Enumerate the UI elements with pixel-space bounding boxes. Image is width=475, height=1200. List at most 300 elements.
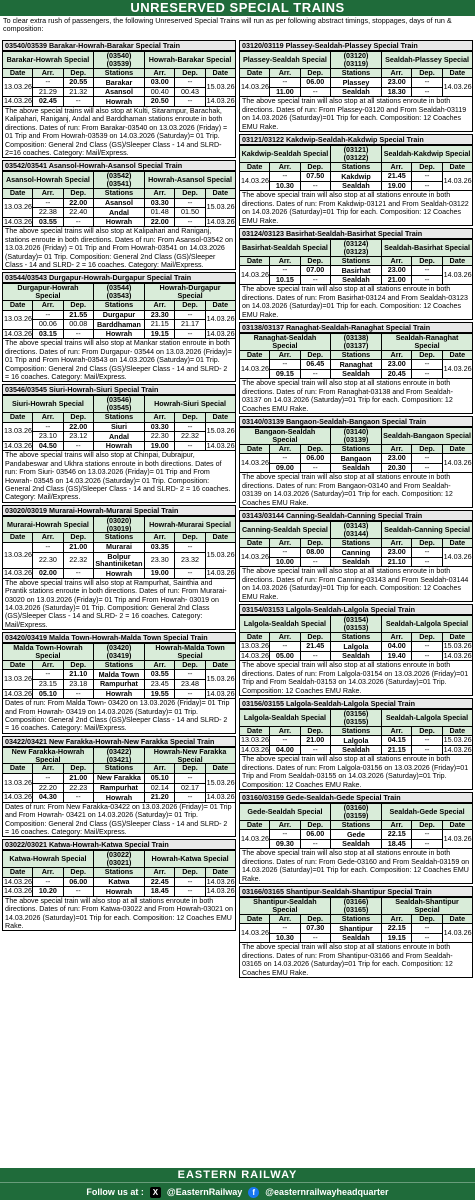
time-cell: 23.00 [382, 548, 412, 558]
train-note: The above special train will also stop at all stations enroute in both directions. Dates of run: From Ranaghat-03138 and From Sealdah-03137 on 14.03.2026 (Saturday)=01 Trip for each. Composition: 12 Coaches EMU Rake. [239, 379, 473, 414]
arr-header: Arr. [382, 162, 412, 172]
train-numbers-header: (03546)(03545) [93, 396, 144, 413]
station-cell: Sealdah [330, 745, 381, 755]
time-cell: 03.35 [145, 543, 175, 553]
date-cell: 14.03.26 [206, 568, 235, 578]
station-cell: Barakar [93, 78, 144, 88]
time-cell: 22.30 [33, 552, 63, 569]
table-row [240, 266, 473, 276]
time-cell: 06.00 [300, 78, 330, 88]
date-header: Date [205, 413, 235, 423]
train-numbers-header: (03121)(03122) [330, 146, 381, 163]
train-block [239, 134, 473, 226]
time-cell: -- [175, 877, 205, 887]
date-cell: 14.03.26 [240, 172, 270, 191]
train-block [2, 839, 236, 931]
arr-header: Arr. [270, 68, 300, 78]
date-header: Date [442, 820, 472, 830]
timetable [2, 747, 236, 803]
time-cell: 03.30 [145, 422, 175, 432]
table-row [3, 432, 236, 442]
time-cell: 21.45 [382, 172, 412, 182]
train-title: 03143/03144 Canning-Sealdah-Canning Special Train [239, 510, 473, 521]
date-cell: 14.03.26 [442, 78, 472, 97]
time-cell: -- [63, 329, 93, 339]
date-cell: 15.03.26 [443, 641, 472, 651]
time-cell: 03.55 [33, 217, 63, 227]
train-title: 03540/03539 Barakar-Howrah-Barakar Special Train [2, 40, 236, 51]
time-cell: 07.50 [300, 172, 330, 182]
station-cell: Howrah [93, 689, 144, 699]
outbound-header: Siuri-Howrah Special [3, 396, 94, 413]
time-cell: 21.15 [145, 320, 175, 330]
time-cell: -- [412, 924, 442, 934]
train-block [2, 632, 236, 734]
station-cell: Bangaon [330, 454, 381, 464]
train-title: 03160/03159 Gede-Sealdah-Gede Special Train [239, 792, 473, 803]
time-cell: -- [63, 887, 93, 897]
time-cell: 22.15 [382, 830, 412, 840]
date-header: Date [442, 256, 472, 266]
time-cell: 07.00 [300, 266, 330, 276]
time-cell: 22.23 [63, 783, 93, 793]
time-cell: 23.30 [145, 310, 175, 320]
date-cell: 14.03.26 [206, 689, 235, 698]
time-cell: 22.15 [382, 924, 412, 934]
station-cell: Sealdah [330, 839, 381, 849]
stations-header: Stations [93, 413, 144, 423]
time-cell: 22.00 [63, 198, 93, 208]
return-header: Howrah-Durgapur Special [145, 284, 236, 301]
stations-header: Stations [330, 68, 381, 78]
time-cell: 10.15 [270, 275, 300, 285]
timetable [239, 897, 473, 943]
arr-header: Arr. [382, 256, 412, 266]
date-header: Date [205, 764, 235, 774]
time-cell: -- [175, 97, 205, 107]
time-cell: -- [412, 642, 442, 652]
train-note: The above special trains will also stop at Kalipahari and Raniganj, stations enroute in both directions. Dates of run: From Asansol-03542 on 13.03.2026 (Friday) = 01 Trip and From Howrah-03541 on 14.03.2026 (Saturday)= 01 Trip. Composition: General 2nd Class (GS)/Sleeper Class - 14 and SLRD- 2 = 16 coaches. Category: Mail/Express. [2, 227, 236, 270]
station-cell: Sealdah [330, 651, 381, 661]
date-cell: 14.03.26 [4, 792, 32, 802]
time-cell: 02.00 [33, 569, 63, 579]
arr-header: Arr. [33, 660, 63, 670]
timetable [239, 239, 473, 285]
outbound-header: Basirhat-Sealdah Special [240, 240, 331, 257]
date-cell: 14.03.26 [240, 360, 270, 379]
date-cell: 14.03.26 [442, 454, 472, 473]
timetable [239, 51, 473, 97]
train-block [239, 322, 473, 414]
stations-header: Stations [93, 68, 144, 78]
time-cell: 19.00 [145, 441, 175, 451]
time-cell: -- [270, 830, 300, 840]
left-column [2, 40, 236, 1168]
time-cell: 23.00 [382, 78, 412, 88]
dep-header: Dep. [300, 538, 330, 548]
time-cell: -- [175, 441, 205, 451]
time-cell: -- [270, 172, 300, 182]
timetable [239, 427, 473, 473]
time-cell: 19.40 [382, 651, 412, 661]
time-cell: 05.10 [145, 774, 175, 784]
table-row [3, 97, 236, 107]
table-row [3, 670, 236, 680]
date-cell: 14.03.26 [206, 329, 235, 338]
train-numbers-header: (03138)(03137) [330, 334, 381, 351]
time-cell: -- [412, 181, 442, 191]
time-cell: 03.30 [145, 198, 175, 208]
time-cell: 23.00 [382, 360, 412, 370]
station-cell: Plassey [330, 78, 381, 88]
time-cell: -- [33, 877, 63, 887]
date-cell: 14.03.26 [241, 745, 269, 754]
date-cell: 13.03.26 [3, 774, 33, 793]
dep-header: Dep. [300, 350, 330, 360]
date-header: Date [442, 914, 472, 924]
outbound-header: Gede-Sealdah Special [240, 804, 331, 821]
stations-header: Stations [93, 301, 144, 311]
time-cell: 19.00 [145, 569, 175, 579]
station-cell: Howrah [93, 887, 144, 897]
date-header: Date [442, 68, 472, 78]
station-cell: Lalgola [330, 736, 381, 746]
time-cell: -- [175, 78, 205, 88]
dep-header: Dep. [63, 68, 93, 78]
date-header: Date [240, 350, 270, 360]
outbound-header: Canning-Sealdah Special [240, 522, 331, 539]
return-header: Howrah-Siuri Special [145, 396, 236, 413]
time-cell: 06.45 [300, 360, 330, 370]
arr-header: Arr. [33, 413, 63, 423]
time-cell: 00.40 [145, 87, 175, 97]
date-cell: 14.03.26 [4, 886, 32, 896]
train-block [239, 698, 473, 790]
date-header: Date [442, 726, 472, 736]
time-cell: 00.08 [63, 320, 93, 330]
date-cell: 15.03.26 [205, 543, 235, 569]
date-cell: 15.03.26 [205, 670, 235, 689]
time-cell: 21.00 [300, 736, 330, 746]
station-cell: Sealdah [330, 933, 381, 943]
return-header: Sealdah-Bangaon Special [382, 428, 473, 445]
train-title: 03420/03419 Malda Town-Howrah-Malda Town Special Train [2, 632, 236, 643]
table-row [3, 887, 236, 897]
arr-header: Arr. [382, 726, 412, 736]
timetable [2, 643, 236, 699]
x-handle-link[interactable]: @EasternRailway [166, 1187, 243, 1197]
date-header: Date [205, 189, 235, 199]
date-cell: 14.03.26 [240, 78, 270, 97]
dep-header: Dep. [175, 68, 205, 78]
time-cell: -- [300, 933, 330, 943]
train-note: The above special train will also stop at all stations enroute in both directions. Dates of run: From Shantipur-03166 and From Sealdah-03165 on 14.03.2026 (Saturday)=01 Trip for each. Composition: 12 Coaches EMU Rake. [239, 943, 473, 978]
time-cell: -- [270, 78, 300, 88]
date-header: Date [240, 256, 270, 266]
station-cell: Howrah [93, 217, 144, 227]
outbound-header: Plassey-Sealdah Special [240, 52, 331, 69]
station-cell: Bolpur Shantiniketan [93, 552, 144, 569]
time-cell: -- [412, 463, 442, 473]
table-row [240, 181, 473, 191]
time-cell: -- [175, 887, 205, 897]
time-cell: 04.15 [382, 736, 412, 746]
station-cell: Sealdah [330, 463, 381, 473]
station-cell: Rampurhat [93, 783, 144, 793]
train-title: 03022/03021 Katwa-Howrah-Katwa Special Train [2, 839, 236, 850]
train-title: 03138/03137 Ranaghat-Sealdah-Ranaghat Special Train [239, 322, 473, 333]
time-cell: -- [412, 266, 442, 276]
time-cell: 23.15 [33, 680, 63, 690]
time-cell: 21.00 [63, 774, 93, 784]
arr-header: Arr. [145, 68, 175, 78]
train-numbers-header: (03020)(03019) [93, 516, 144, 533]
time-cell: 00.06 [33, 320, 63, 330]
station-cell: Basirhat [330, 266, 381, 276]
time-cell: 19.15 [145, 329, 175, 339]
time-cell: 19.55 [145, 689, 175, 699]
time-cell: -- [175, 217, 205, 227]
outbound-header: Durgapur-Howrah Special [3, 284, 94, 301]
station-cell: Durgapur [93, 310, 144, 320]
dep-header: Dep. [63, 189, 93, 199]
time-cell: 21.15 [382, 745, 412, 755]
time-cell: 04.00 [382, 642, 412, 652]
train-note: The above special trains will also stop at Kulti, Sitarampur, Barachak, Kalipahari, Raniganj, Andal and Barddhaman stations enroute in both directions. Dates of run: From Barakar-03540 on 13.03.2026 (Friday) = 01 Trip and From Howrah-03539 on 14.03.2026 (Saturday)= 01 Trip. Composition: General 2nd Class (GS)/Sleeper Class - 14 and SLRD- 2=16 coaches. Category: Mail/Express. [2, 107, 236, 158]
date-cell: 14.03.26 [443, 745, 472, 754]
date-header: Date [442, 632, 472, 642]
date-cell: 14.03.26 [205, 310, 235, 329]
date-cell: 14.03.26 [240, 454, 270, 473]
train-numbers-header: (03022)(03021) [93, 851, 144, 868]
date-cell: 14.03.26 [241, 651, 269, 660]
time-cell: 11.00 [270, 87, 300, 97]
station-cell: Rampurhat [93, 680, 144, 690]
footer [0, 1168, 475, 1200]
date-cell: 14.03.26 [206, 792, 235, 802]
dep-header: Dep. [175, 533, 205, 543]
table-row [240, 454, 473, 464]
time-cell: -- [63, 689, 93, 699]
time-cell: 01.50 [175, 208, 205, 218]
time-cell: 18.30 [382, 87, 412, 97]
date-cell: 14.03.26 [4, 96, 32, 106]
arr-header: Arr. [270, 162, 300, 172]
time-cell: -- [412, 745, 442, 755]
time-cell: -- [300, 181, 330, 191]
facebook-handle-link[interactable]: @easternrailwayheadquarter [265, 1187, 389, 1197]
return-header: Sealdah-Basirhat Special [382, 240, 473, 257]
stations-header: Stations [330, 256, 381, 266]
station-cell: Asansol [93, 87, 144, 97]
time-cell: -- [412, 275, 442, 285]
stations-header: Stations [330, 538, 381, 548]
station-cell: Howrah [93, 97, 144, 107]
date-header: Date [240, 820, 270, 830]
station-cell: Howrah [93, 793, 144, 803]
timetable [239, 521, 473, 567]
return-header: Howrah-Katwa Special [145, 851, 236, 868]
railway-name: EASTERN RAILWAY [0, 1168, 475, 1183]
x-icon[interactable]: X [150, 1187, 161, 1198]
stations-header: Stations [93, 189, 144, 199]
arr-header: Arr. [382, 632, 412, 642]
time-cell: -- [300, 463, 330, 473]
timetable [2, 171, 236, 227]
table-row [240, 360, 473, 370]
dep-header: Dep. [412, 820, 442, 830]
station-cell: Gede [330, 830, 381, 840]
facebook-icon[interactable]: f [248, 1187, 259, 1198]
date-cell: 14.03.26 [240, 924, 270, 943]
station-cell: Sealdah [330, 275, 381, 285]
table-row [3, 680, 236, 690]
time-cell: 19.15 [382, 933, 412, 943]
table-row [240, 78, 473, 88]
train-note: The above special trains will also stop at Mankar station enroute in both directions. Dates of run: From Durgapur- 03544 on 13.03.2026 (Friday)= 01 Trip and From Howrah-03543 on 14.03.2026 (Saturday)= 01 Trip. Composition: General 2nd Class (GS)/Sleeper Class - 14 and SLRD- 2 = 16 coaches. Category: Mail/Express. [2, 339, 236, 382]
time-cell: -- [270, 266, 300, 276]
station-cell: Shantipur [330, 924, 381, 934]
time-cell: 21.00 [63, 543, 93, 553]
time-cell: 10.00 [270, 557, 300, 567]
station-cell: Murarai [93, 543, 144, 553]
return-header: Howrah-Barakar Special [145, 52, 236, 69]
timetable [239, 803, 473, 849]
outbound-header: Lalgola-Sealdah Special [240, 710, 331, 727]
time-cell: -- [412, 78, 442, 88]
train-block [2, 384, 236, 502]
train-title: 03121/03122 Kakdwip-Sealdah-Kakdwip Special Train [239, 134, 473, 145]
time-cell: 03.15 [33, 329, 63, 339]
time-cell: 18.45 [382, 839, 412, 849]
station-cell: Howrah [93, 569, 144, 579]
train-title: 03166/03165 Shantipur-Sealdah-Shantipur Special Train [239, 886, 473, 897]
time-cell: 21.29 [33, 87, 63, 97]
return-header: Howrah-Murarai Special [145, 516, 236, 533]
dep-header: Dep. [300, 162, 330, 172]
train-note: The above special train will also stop at all stations enroute in both directions. Dates of run: From Katwa-03022 and From Howrah-03021 on 14.03.2026 (Saturday)=01 Trip for each. Composition: 12 Coaches EMU Rake. [2, 897, 236, 932]
table-row [240, 87, 473, 97]
time-cell: 05.00 [270, 651, 300, 661]
station-cell: Kakdwip [330, 172, 381, 182]
time-cell: 22.32 [63, 552, 93, 569]
train-title: 03124/03123 Basirhat-Sealdah-Basirhat Special Train [239, 228, 473, 239]
dep-header: Dep. [300, 256, 330, 266]
train-numbers-header: (03160)(03159) [330, 804, 381, 821]
dep-header: Dep. [175, 301, 205, 311]
date-cell: 13.03.26 [3, 198, 33, 217]
train-title: 03422/03421 New Farakka-Howrah-New Farakka Special Train [2, 736, 236, 747]
time-cell: 21.00 [382, 275, 412, 285]
follow-label: Follow us at : [86, 1187, 144, 1197]
return-header: Sealdah-Ranaghat Special [382, 334, 473, 351]
date-cell: 15.03.26 [205, 78, 235, 97]
time-cell: 21.32 [63, 87, 93, 97]
return-header: Sealdah-Plassey Special [382, 52, 473, 69]
date-cell: 14.03.26 [4, 441, 32, 450]
time-cell: 23.00 [382, 266, 412, 276]
arr-header: Arr. [382, 444, 412, 454]
time-cell: 19.00 [382, 181, 412, 191]
train-note: The above special train will also stop at all stations enroute in both directions. Dates of run: From Plassey-03120 and From Sealdah-03119 on 14.03.2026 (Saturday)=01 Trip for each. Composition: 12 Coaches EMU Rake. [239, 97, 473, 132]
train-block [2, 272, 236, 382]
table-row [3, 877, 236, 887]
right-column [239, 40, 473, 1168]
time-cell: 23.12 [63, 432, 93, 442]
date-cell: 14.03.26 [442, 172, 472, 191]
arr-header: Arr. [145, 764, 175, 774]
station-cell: Andal [93, 208, 144, 218]
time-cell: 23.18 [63, 680, 93, 690]
time-cell: 06.00 [300, 454, 330, 464]
date-header: Date [205, 301, 235, 311]
arr-header: Arr. [33, 68, 63, 78]
train-numbers-header: (03143)(03144) [330, 522, 381, 539]
date-header: Date [3, 68, 33, 78]
date-cell: 14.03.26 [240, 266, 270, 285]
table-row [3, 569, 236, 579]
train-numbers-header: (03420)(03419) [93, 644, 144, 661]
time-cell: 08.00 [300, 548, 330, 558]
date-header: Date [3, 189, 33, 199]
outbound-header: Katwa-Howrah Special [3, 851, 94, 868]
time-cell: 03.55 [145, 670, 175, 680]
time-cell: 02.14 [145, 783, 175, 793]
table-row [3, 441, 236, 451]
dep-header: Dep. [300, 726, 330, 736]
time-cell: -- [33, 543, 63, 553]
time-cell: 09.30 [270, 839, 300, 849]
station-cell: Sealdah [330, 557, 381, 567]
date-cell: 13.03.26 [3, 543, 33, 569]
dep-header: Dep. [175, 660, 205, 670]
table-row [3, 87, 236, 97]
time-cell: -- [63, 217, 93, 227]
date-cell: 13.03.26 [241, 641, 269, 651]
time-cell: 23.45 [145, 680, 175, 690]
train-title: 03544/03543 Durgapur-Howrah-Durgapur Special Train [2, 272, 236, 283]
table-row [240, 745, 473, 755]
train-note: The above special train will also stop at all stations enroute in both directions. Dates of run: From Basirhat-03124 and From Sealdah-03123 on 14.03.2026 (Saturday)=01 Trip for each. Composition: 12 Coaches EMU Rake. [239, 285, 473, 320]
train-note: The above special train will also stop at all stations enroute in both directions. Dates of run: From Bangaon-03140 and From Sealdah-03139 on 14.03.2026 (Saturday)=01 Trip for each. Composition: 12 Coaches EMU Rake. [239, 473, 473, 508]
timetable [2, 283, 236, 339]
table-row [3, 310, 236, 320]
train-note: The above special trains will also stop at Chinpai, Dubrajpur, Pandabeswar and Ukhra stations enroute in both directions. Dates of run: From Siuri- 03546 on 13.03.2026 (Friday)= 01 Trip and From Howrah- 03545 on 14.03.2026 (Saturday)= 01 Trip. Composition: General 2nd Class (GS)/Sleeper Class - 14 and SLRD- 2 = 16 coaches. Category: Mail/Express. [2, 451, 236, 502]
time-cell: 21.10 [63, 670, 93, 680]
return-header: Sealdah-Lalgola Special [382, 616, 473, 633]
date-header: Date [442, 444, 472, 454]
time-cell: -- [270, 548, 300, 558]
date-cell: 14.03.26 [442, 924, 472, 943]
time-cell: 04.30 [33, 793, 63, 803]
dep-header: Dep. [63, 413, 93, 423]
time-cell: 04.50 [33, 441, 63, 451]
date-cell: 14.03.26 [4, 568, 32, 578]
time-cell: 21.45 [300, 642, 330, 652]
arr-header: Arr. [145, 660, 175, 670]
table-row [240, 369, 473, 379]
time-cell: 09.15 [270, 369, 300, 379]
dep-header: Dep. [63, 301, 93, 311]
train-title: 03156/03155 Lalgola-Sealdah-Lalgola Special Train [239, 698, 473, 709]
table-row [240, 933, 473, 943]
date-header: Date [3, 413, 33, 423]
timetable [239, 615, 473, 661]
time-cell: 09.00 [270, 463, 300, 473]
table-row [3, 217, 236, 227]
train-title: 03546/03545 Siuri-Howrah-Siuri Special Train [2, 384, 236, 395]
train-numbers-header: (03544)(03543) [93, 284, 144, 301]
